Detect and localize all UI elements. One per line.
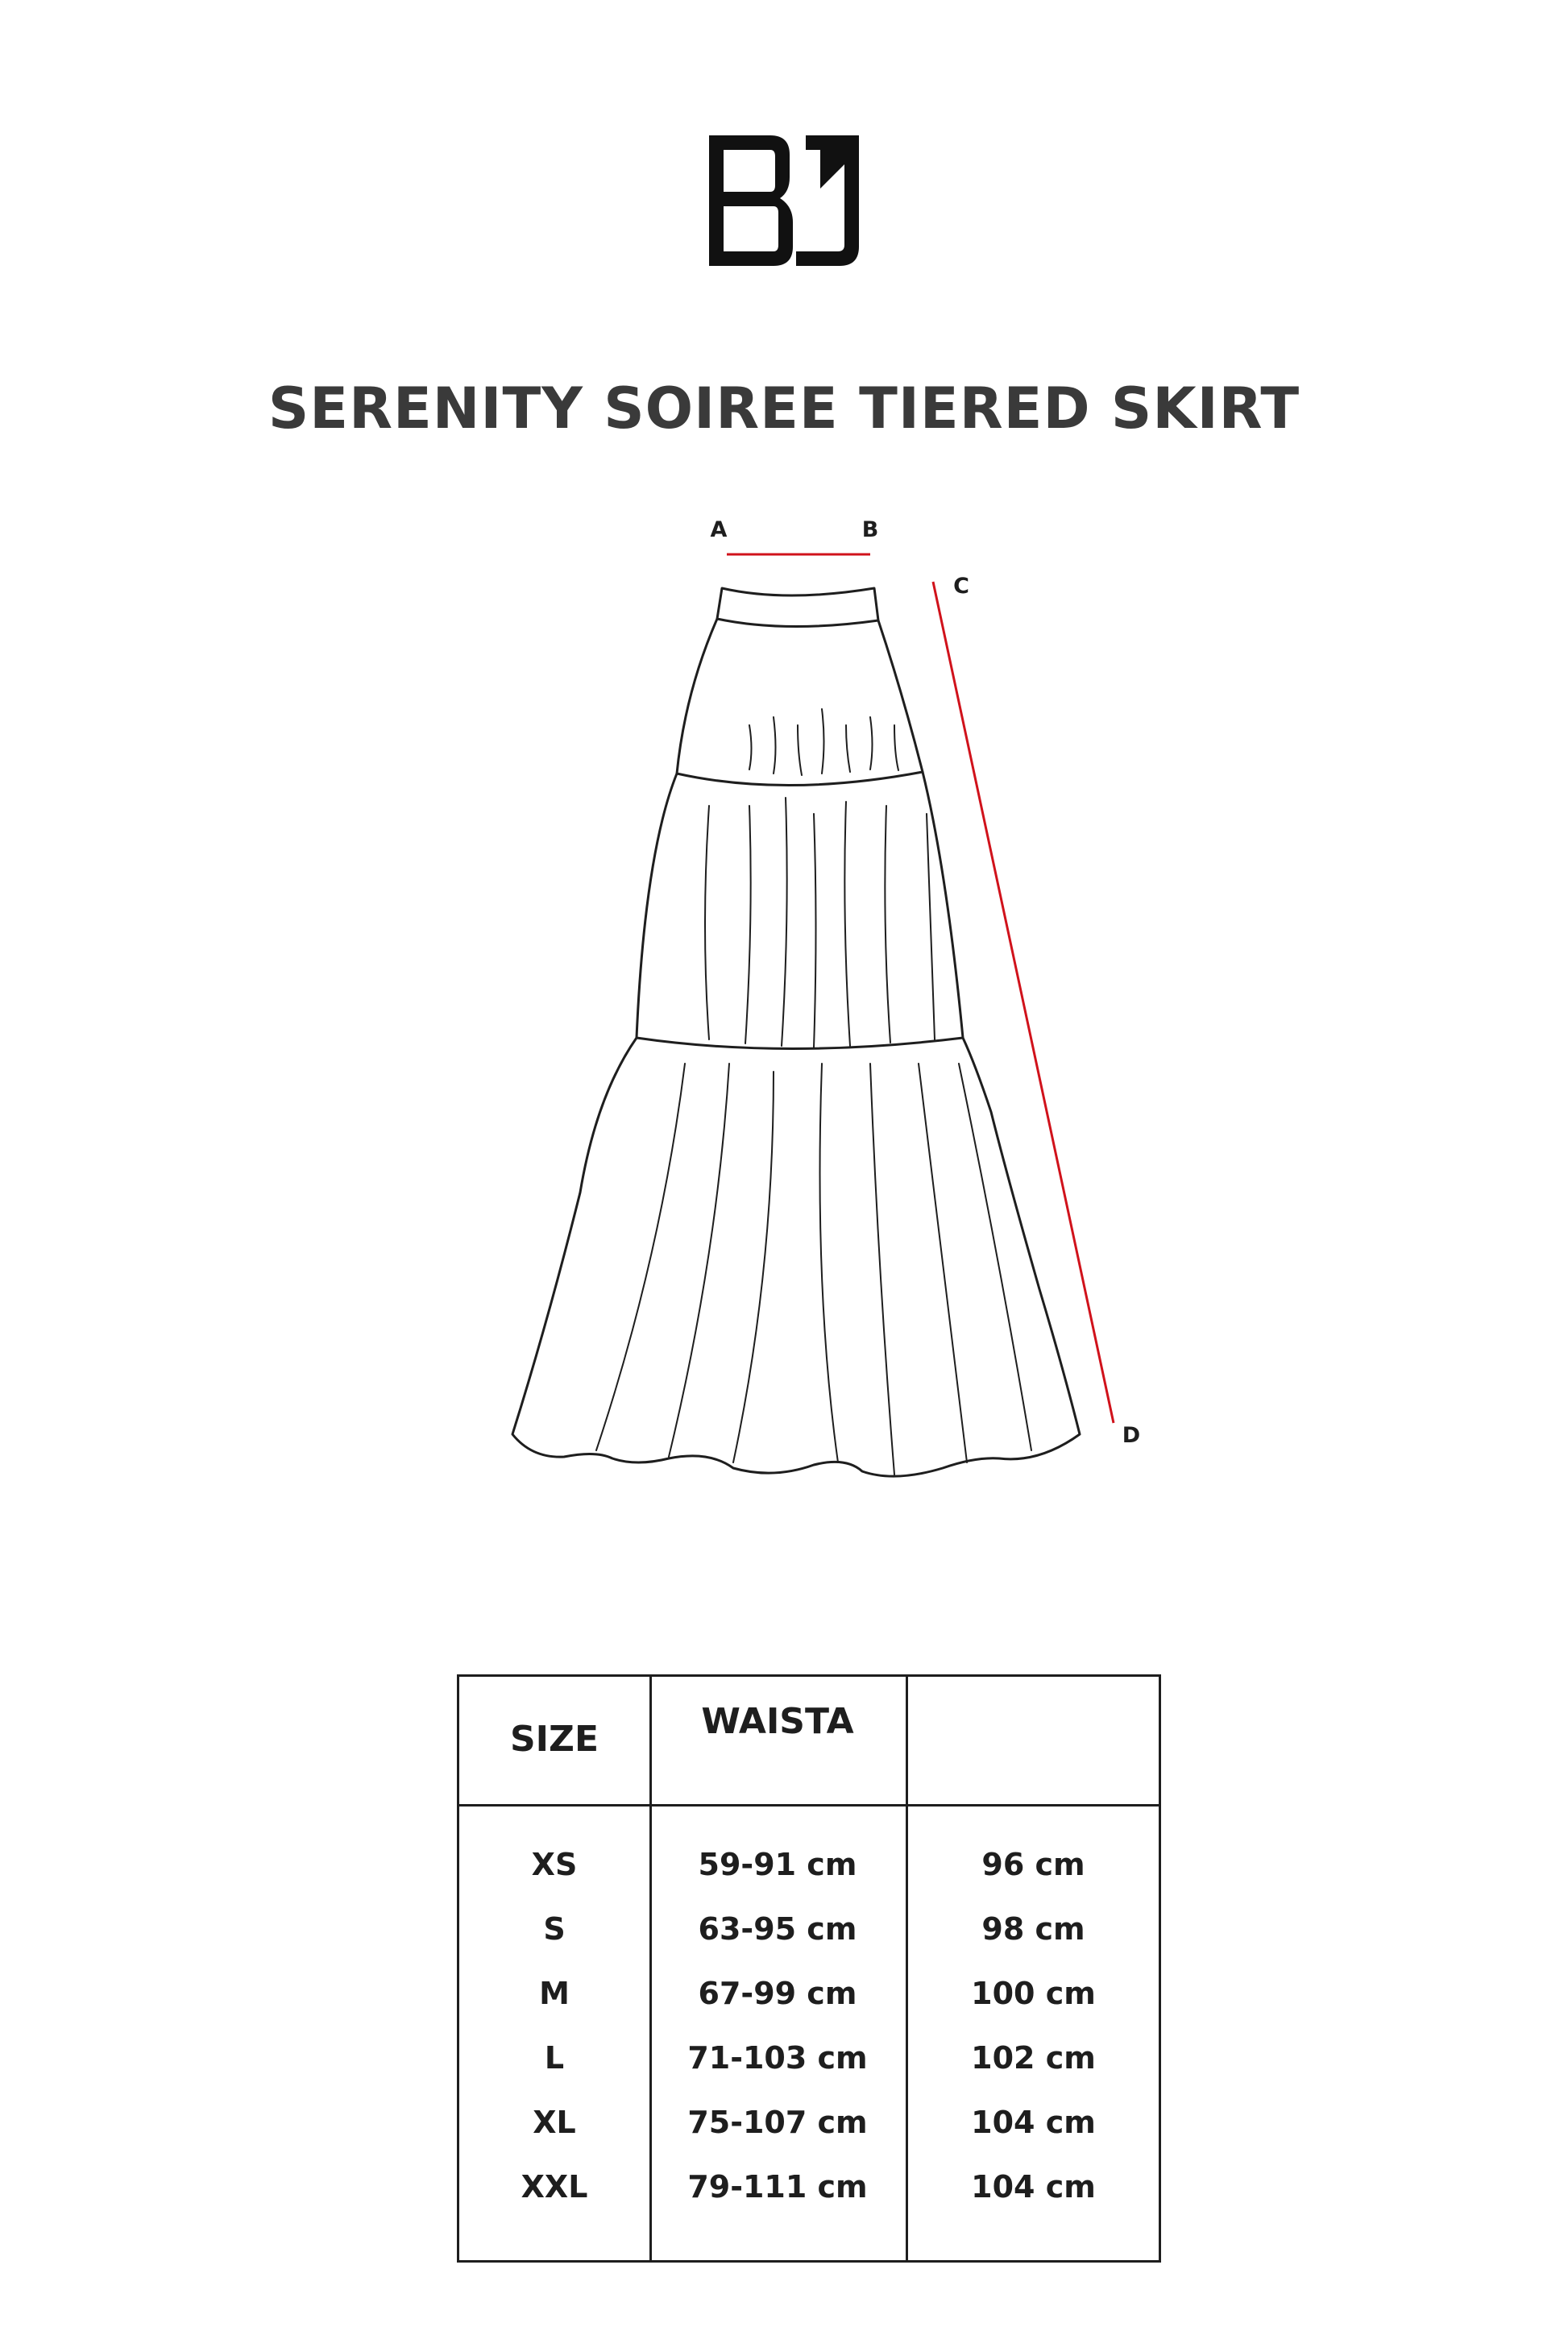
cell-size: XXL [521,2169,588,2205]
cell-length: 104 cm [971,2105,1096,2140]
cell-size: XL [533,2105,576,2140]
cell-size: S [543,1911,566,1947]
header-size-label: SIZE [509,1719,599,1760]
tier-2 [637,772,963,1049]
header-waist [649,1701,906,1749]
brand-logo [706,132,862,269]
cell-length: 102 cm [971,2040,1096,2076]
cell-length: 96 cm [981,1847,1085,1882]
logo-text: BJ [706,132,707,133]
point-c-label: C [953,574,969,599]
cell-length: 100 cm [971,1976,1096,2011]
cell-length: 104 cm [971,2169,1096,2205]
size-chart-table [457,1674,1161,2263]
point-d-label: D [1122,1423,1141,1448]
header-waist-label: WAISTA [701,1701,854,1742]
cell-size: M [539,1976,570,2011]
cell-length: 98 cm [981,1911,1085,1947]
cell-waist: 79-111 cm [687,2169,868,2205]
waistband [717,588,878,627]
header-size [459,1719,649,1760]
table-divider [459,1804,1159,1807]
cell-waist: 59-91 cm [698,1847,857,1882]
skirt-diagram [483,500,1144,1515]
page-title: SERENITY SOIREE TIERED SKIRT [268,375,1300,442]
tier-3 [512,1038,1080,1476]
point-a-label: A [710,517,728,542]
header-length [906,1704,1161,1714]
cell-waist: 67-99 cm [698,1976,857,2011]
cell-waist: 75-107 cm [687,2105,868,2140]
cell-size: L [544,2040,565,2076]
cell-size: XS [531,1847,578,1882]
cell-waist: 71-103 cm [687,2040,868,2076]
point-b-label: B [861,517,879,542]
cell-waist: 63-95 cm [698,1911,857,1947]
